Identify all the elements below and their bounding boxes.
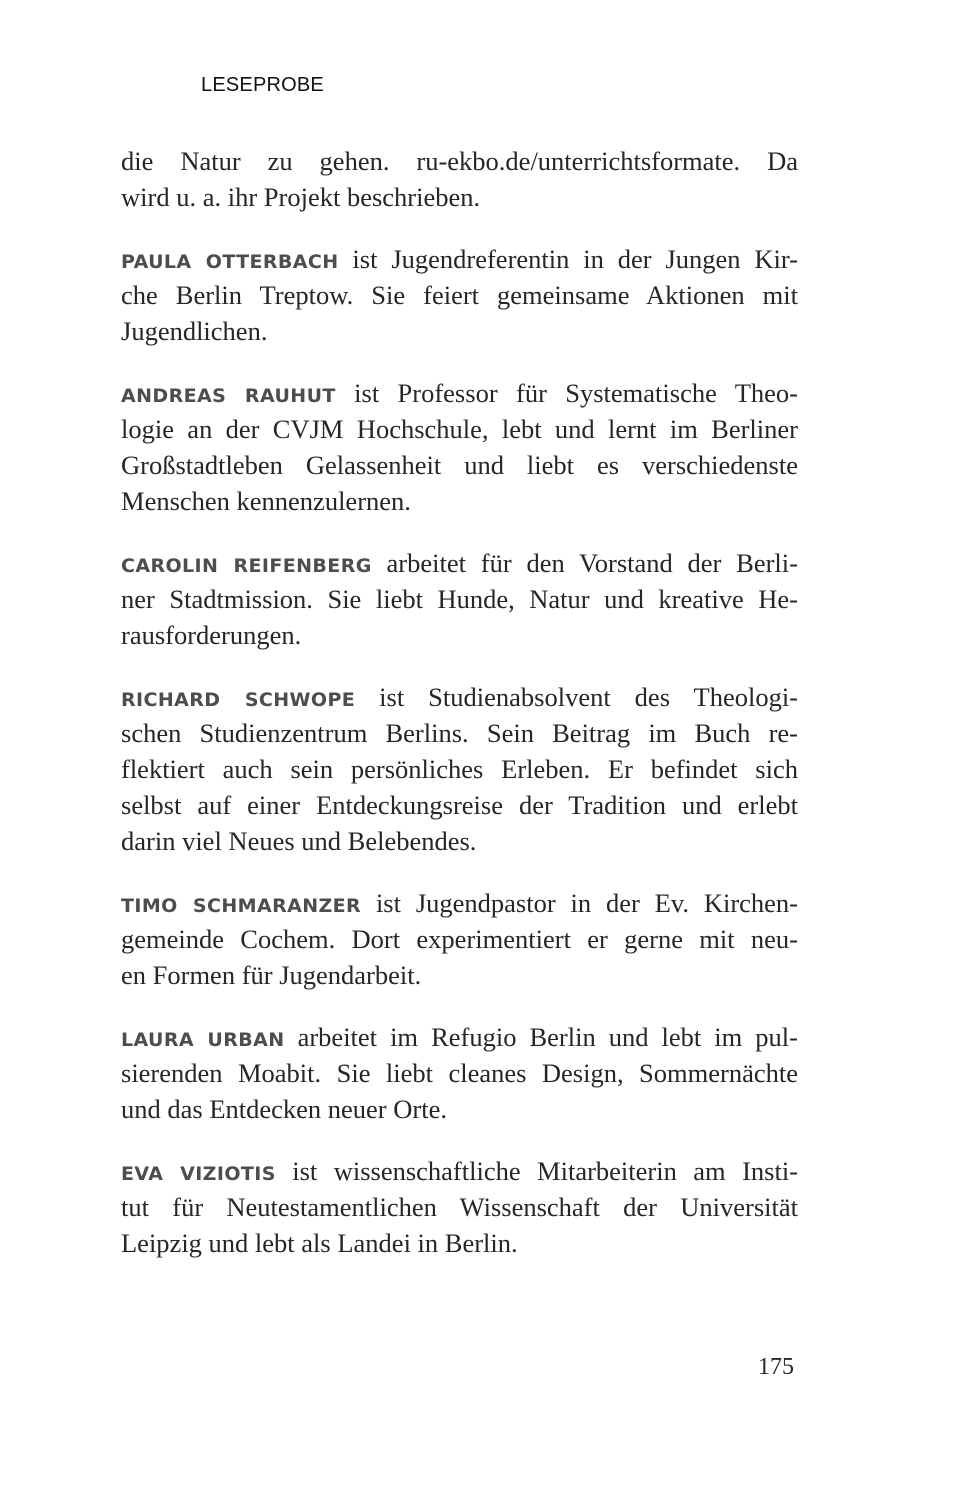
bio-text: ist Professor für Systematische Theo-: [335, 378, 798, 408]
text-line: flektiert auch sein persönliches Erleben. Er befindet sich: [121, 754, 798, 784]
page-header-label: LESEPROBE: [201, 74, 324, 96]
author-name: EVA VIZIOTIS: [121, 1163, 276, 1185]
text-line: Jugendlichen.: [121, 316, 268, 346]
text-line: rausforderungen.: [121, 620, 302, 650]
bio-text: ist Studienabsolvent des Theologi-: [355, 682, 799, 712]
text-line: [121, 1153, 798, 1189]
text-line: selbst auf einer Entdeckungsreise der Tradition und erlebt: [121, 790, 798, 820]
text-line: [121, 241, 798, 277]
text-line: Menschen kennenzulernen.: [121, 486, 411, 516]
text-line: die Natur zu gehen. ru-ekbo.de/unterrichtsformate. Da: [121, 146, 798, 176]
author-name: TIMO SCHMARANZER: [121, 895, 362, 917]
bio-paragraph: [121, 679, 798, 859]
author-name: PAULA OTTERBACH: [121, 251, 339, 273]
author-name: CAROLIN REIFENBERG: [121, 555, 372, 577]
bio-paragraph: [121, 545, 798, 653]
text-line: darin viel Neues und Belebendes.: [121, 826, 477, 856]
intro-paragraph: [121, 143, 798, 215]
bio-paragraph: [121, 375, 798, 519]
text-line: [121, 679, 798, 715]
text-line: gemeinde Cochem. Dort experimentiert er gerne mit neu-: [121, 924, 798, 954]
text-line: [121, 545, 798, 581]
text-line: sierenden Moabit. Sie liebt cleanes Design, Sommernächte: [121, 1058, 798, 1088]
text-line: [121, 1019, 798, 1055]
text-line: [121, 375, 798, 411]
page-body: [121, 143, 798, 1287]
author-name: LAURA URBAN: [121, 1029, 285, 1051]
text-line: und das Entdecken neuer Orte.: [121, 1094, 447, 1124]
bio-paragraph: [121, 1153, 798, 1261]
text-line: [121, 885, 798, 921]
text-line: wird u. a. ihr Projekt beschrieben.: [121, 182, 481, 212]
author-name: ANDREAS RAUHUT: [121, 385, 336, 407]
bio-paragraph: [121, 885, 798, 993]
bio-text: arbeitet im Refugio Berlin und lebt im pul-: [284, 1022, 798, 1052]
bio-paragraph: [121, 241, 798, 349]
text-line: Leipzig und lebt als Landei in Berlin.: [121, 1228, 518, 1258]
author-name: RICHARD SCHWOPE: [121, 689, 356, 711]
bio-text: ist wissenschaftliche Mitarbeiterin am Insti-: [275, 1156, 799, 1186]
text-line: schen Studienzentrum Berlins. Sein Beitrag im Buch re-: [121, 718, 798, 748]
bio-paragraph: [121, 1019, 798, 1127]
bio-text: arbeitet für den Vorstand der Berli-: [371, 548, 798, 578]
text-line: che Berlin Treptow. Sie feiert gemeinsame Aktionen mit: [121, 280, 798, 310]
text-line: logie an der CVJM Hochschule, lebt und lernt im Berliner: [121, 414, 798, 444]
page-number: 175: [758, 1354, 794, 1380]
bio-text: ist Jugendreferentin in der Jungen Kir-: [338, 244, 798, 274]
text-line: Großstadtleben Gelassenheit und liebt es verschiedenste: [121, 450, 798, 480]
bio-text: ist Jugendpastor in der Ev. Kirchen-: [361, 888, 798, 918]
text-line: en Formen für Jugendarbeit.: [121, 960, 422, 990]
text-line: tut für Neutestamentlichen Wissenschaft der Universität: [121, 1192, 798, 1222]
text-line: ner Stadtmission. Sie liebt Hunde, Natur und kreative He-: [121, 584, 798, 614]
